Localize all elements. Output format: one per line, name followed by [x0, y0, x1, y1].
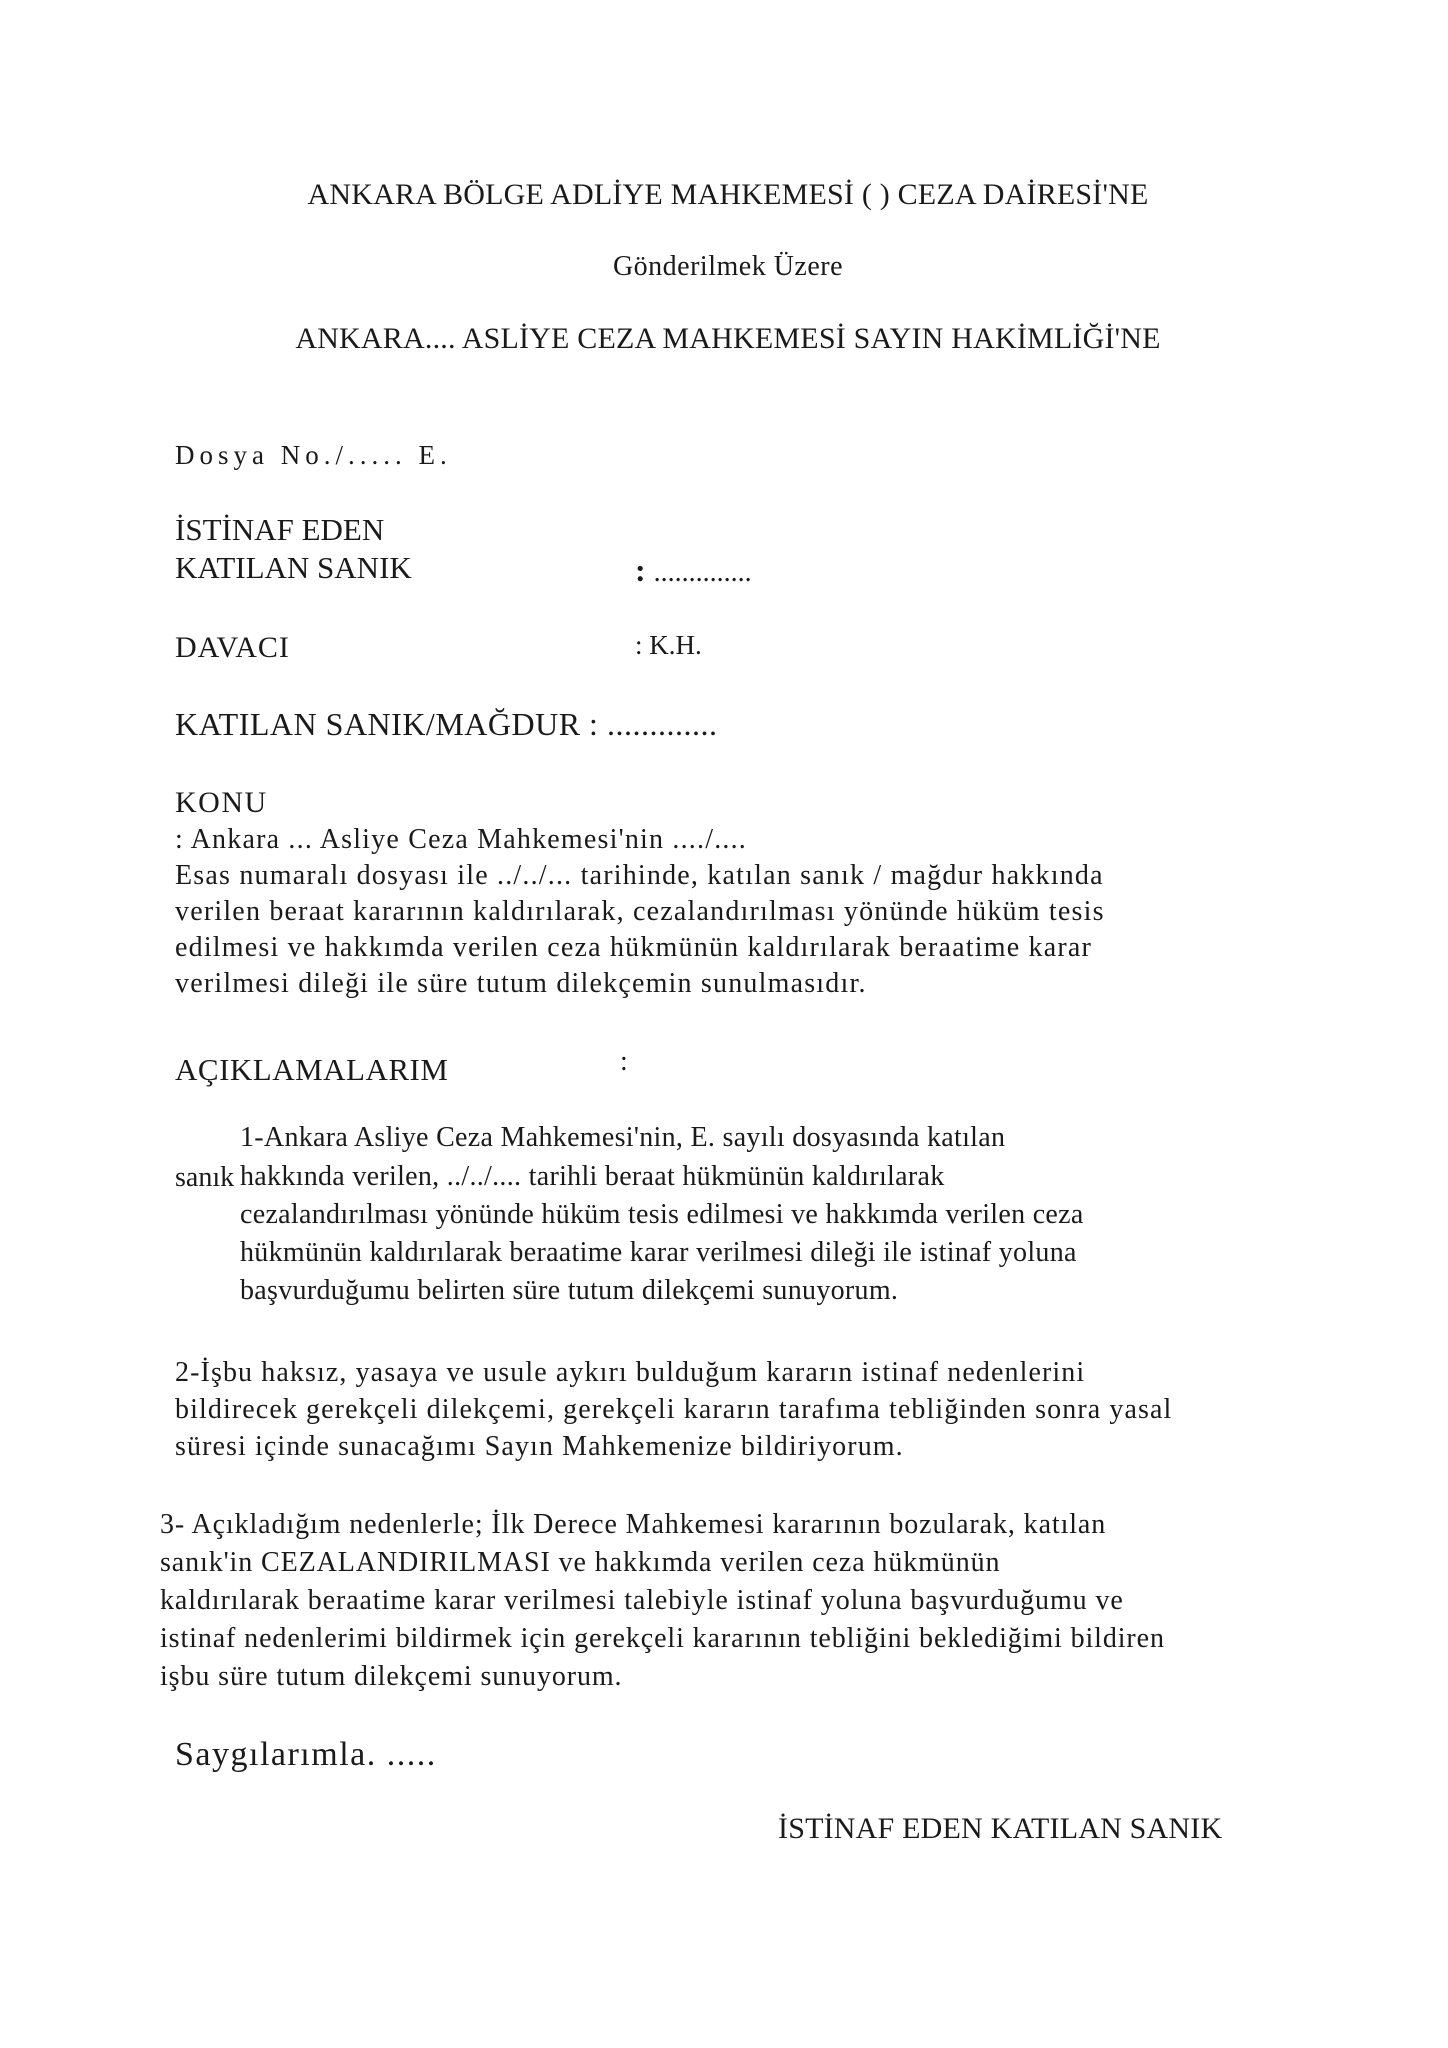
file-number: Dosya No./..... E. — [175, 440, 452, 470]
plaintiff-label: DAVACI — [175, 631, 290, 664]
paragraph-line: 3- Açıkladığım nedenlerle; İlk Derece Mahkemesi kararının bozularak, katılan — [160, 1509, 1107, 1540]
subject-line: verilen beraat kararının kaldırılarak, cezalandırılması yönünde hüküm tesis — [175, 896, 1105, 927]
paragraph-line: başvurduğumu belirten süre tutum dilekçemi sunuyorum. — [240, 1275, 899, 1306]
appellant-value — [635, 552, 752, 589]
closing-regards: Saygılarımla. ..... — [175, 1736, 437, 1773]
paragraph-line: kaldırılarak beraatime karar verilmesi talebiyle istinaf yoluna başvurduğumu ve — [160, 1585, 1124, 1616]
paragraph-line: istinaf nedenlerimi bildirmek için gerekçeli kararının tebliğini beklediğimi bildiren — [160, 1623, 1165, 1654]
paragraph-3 — [160, 1506, 1165, 1696]
paragraph-line: 2-İşbu haksız, yasaya ve usule aykırı bulduğum kararın istinaf nedenlerini — [175, 1357, 1086, 1388]
subject-line: : Ankara ... Asliye Ceza Mahkemesi'nin ..../.... — [175, 824, 747, 855]
explanations-label: AÇIKLAMALARIM — [175, 1052, 449, 1087]
paragraph-line: sanık'in CEZALANDIRILMASI ve hakkımda verilen ceza hükmünün — [160, 1547, 1001, 1578]
appellant-label-line1: İSTİNAF EDEN — [175, 512, 385, 547]
court-subtitle: Gönderilmek Üzere — [612, 251, 844, 282]
paragraph-line: işbu süre tutum dilekçemi sunuyorum. — [160, 1661, 623, 1692]
paragraph-1-sanik-word: sanık — [175, 1162, 235, 1193]
subject-label: KONU — [175, 786, 268, 819]
appellant-label-line2: KATILAN SANIK — [175, 550, 412, 585]
paragraph-line: hakkında verilen, ../../.... tarihli beraat hükmünün kaldırılarak — [240, 1161, 945, 1192]
subject-line: edilmesi ve hakkımda verilen ceza hükmünün kaldırılarak beraatime karar — [175, 932, 1093, 963]
paragraph-1-first-line: 1-Ankara Asliye Ceza Mahkemesi'nin, E. sayılı dosyasında katılan — [240, 1122, 1006, 1153]
subject-text — [175, 822, 1105, 1002]
paragraph-line: süresi içinde sunacağımı Sayın Mahkemenize bildiriyorum. — [175, 1431, 904, 1462]
appellant-value-text: .............. — [653, 557, 752, 588]
explanations-colon: : — [620, 1046, 628, 1077]
court-addressee: ANKARA.... ASLİYE CEZA MAHKEMESİ SAYIN HAKİMLİĞİ'NE — [295, 322, 1161, 355]
paragraph-line: bildirecek gerekçeli dilekçemi, gerekçeli kararın tarafıma tebliğinden sonra yasal — [175, 1394, 1173, 1425]
paragraph-2 — [175, 1354, 1172, 1465]
appellant-colon: : — [635, 552, 646, 588]
subject-line: Esas numaralı dosyası ile ../../... tarihinde, katılan sanık / mağdur hakkında — [175, 860, 1104, 891]
paragraph-line: cezalandırılması yönünde hüküm tesis edilmesi ve hakkımda verilen ceza — [240, 1199, 1084, 1230]
paragraph-1 — [240, 1158, 1084, 1310]
signature-label: İSTİNAF EDEN KATILAN SANIK — [778, 1812, 1223, 1845]
paragraph-line: hükmünün kaldırılarak beraatime karar verilmesi dileği ile istinaf yoluna — [240, 1237, 1077, 1268]
victim-line: KATILAN SANIK/MAĞDUR : ............. — [175, 706, 718, 742]
court-title: ANKARA BÖLGE ADLİYE MAHKEMESİ ( ) CEZA DAİRESİ'NE — [307, 178, 1149, 211]
plaintiff-value: : K.H. — [635, 630, 702, 660]
subject-line: verilmesi dileği ile süre tutum dilekçemin sunulmasıdır. — [175, 968, 867, 999]
